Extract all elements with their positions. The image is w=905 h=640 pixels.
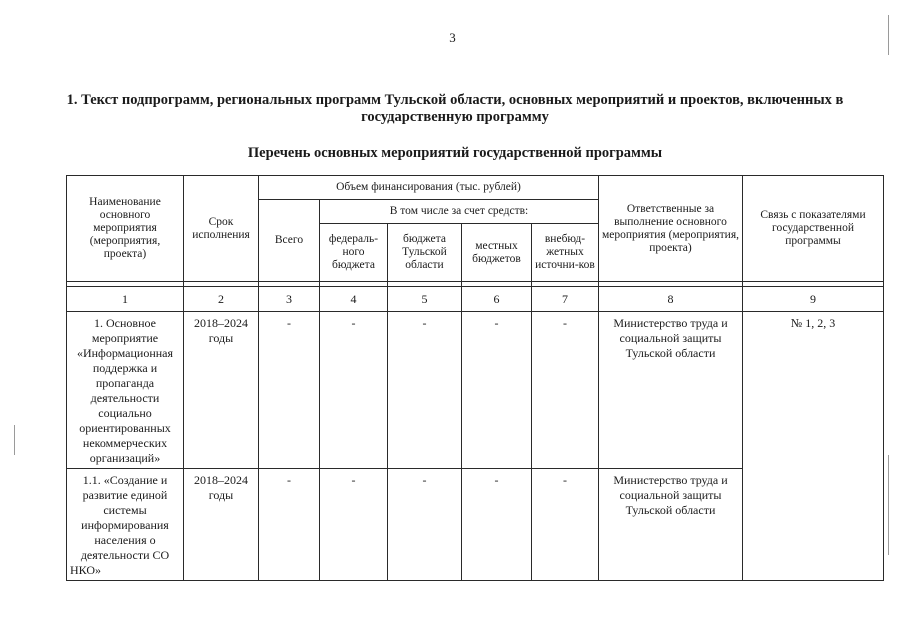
header-responsible: Ответственные за выполнение основного мероприятия (мероприятия, проекта) [599,176,743,282]
row-term: 2018–2024 годы [184,312,259,469]
column-number: 6 [462,287,532,312]
row-link: № 1, 2, 3 [743,312,884,581]
row-extrabudget: - [532,469,599,581]
activities-table [66,175,884,581]
column-number: 4 [320,287,388,312]
column-number: 5 [388,287,462,312]
row-local: - [462,312,532,469]
row-term: 2018–2024 годы [184,469,259,581]
document-title: 1. Текст подпрограмм, региональных программ Тульской области, основных мероприятий и проектов, включенных в государственную программу [66,92,844,125]
row-responsible: Министерство труда и социальной защиты Тульской области [599,469,743,581]
scan-edge-mark [888,15,889,55]
column-number: 1 [67,287,184,312]
column-number: 3 [259,287,320,312]
table-title: Перечень основных мероприятий государственной программы [247,145,663,161]
header-including: В том числе за счет средств: [320,200,599,224]
header-funding: Объем финансирования (тыс. рублей) [259,176,599,200]
column-number: 8 [599,287,743,312]
row-total: - [259,469,320,581]
column-number: 9 [743,287,884,312]
header-local: местных бюджетов [462,224,532,282]
column-number: 7 [532,287,599,312]
row-local: - [462,469,532,581]
row-total: - [259,312,320,469]
header-extrabudget: внебюд-жетных источни-ков [532,224,599,282]
header-federal: федераль-ного бюджета [320,224,388,282]
page-number: 3 [449,30,456,45]
header-name: Наименование основного мероприятия (мероприятия, проекта) [67,176,184,282]
row-federal: - [320,469,388,581]
header-link: Связь с показателями государственной программы [743,176,884,282]
row-extrabudget: - [532,312,599,469]
column-number: 2 [184,287,259,312]
row-responsible: Министерство труда и социальной защиты Тульской области [599,312,743,469]
scan-edge-mark [888,455,889,555]
table-row [67,312,884,469]
row-regional: - [388,469,462,581]
header-total: Всего [259,200,320,282]
row-name: 1. Основное мероприятие «Информационная поддержка и пропаганда деятельности социально ориентированных некоммерческих организаций» [67,312,184,469]
row-federal: - [320,312,388,469]
header-term: Срок исполнения [184,176,259,282]
row-name: 1.1. «Создание и развитие единой системы информирования населения о деятельности СО НКО» [67,469,184,581]
column-number-row [67,287,884,312]
scan-edge-mark [14,425,15,455]
row-regional: - [388,312,462,469]
header-regional: бюджета Тульской области [388,224,462,282]
